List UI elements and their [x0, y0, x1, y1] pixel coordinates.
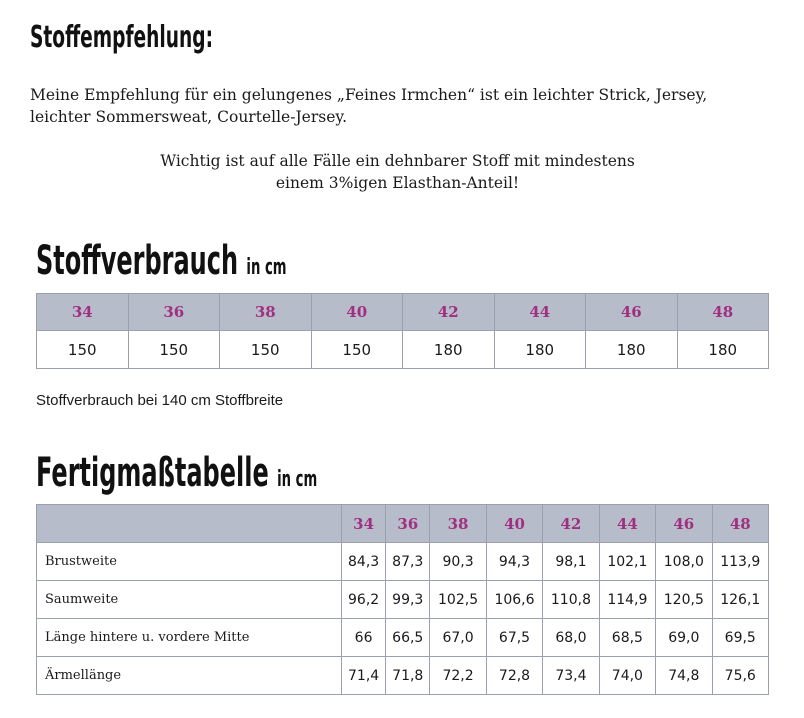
consumption-row — [37, 331, 769, 369]
fabric-recommendation-intro: Meine Empfehlung für ein gelungenes „Feines Irmchen“ ist ein leichter Strick, Jersey, leichter Sommersweat, Courtelle-Jersey. — [30, 86, 708, 126]
size-header-cell: 44 — [599, 505, 655, 543]
consumption-value-cell: 150 — [220, 331, 312, 369]
finished-measurements-heading — [36, 450, 317, 496]
measurement-value-cell: 99,3 — [386, 581, 430, 619]
size-header-row — [37, 294, 769, 331]
measurement-value-cell: 110,8 — [543, 581, 599, 619]
finished-measurements-title: Fertigmaßtabelle — [36, 450, 269, 496]
measurement-value-cell: 71,4 — [342, 657, 386, 695]
size-header-cell: 38 — [430, 505, 486, 543]
measurement-value-cell: 66,5 — [386, 619, 430, 657]
measurement-label: Ärmellänge — [37, 657, 342, 695]
measurement-value-cell: 102,1 — [599, 543, 655, 581]
consumption-value-cell: 180 — [403, 331, 495, 369]
size-header-cell: 42 — [403, 294, 495, 331]
size-header-cell: 38 — [220, 294, 312, 331]
measurement-value-cell: 72,8 — [486, 657, 542, 695]
fabric-consumption-title: Stoffverbrauch — [36, 238, 239, 284]
finished-measurements-unit: in cm — [277, 467, 318, 492]
measurement-row — [37, 581, 769, 619]
measurement-value-cell: 96,2 — [342, 581, 386, 619]
measurement-label: Länge hintere u. vordere Mitte — [37, 619, 342, 657]
measurement-value-cell: 87,3 — [386, 543, 430, 581]
size-header-cell: 40 — [311, 294, 403, 331]
measurement-label: Brustweite — [37, 543, 342, 581]
consumption-value-cell: 180 — [494, 331, 586, 369]
fabric-consumption-heading — [36, 238, 287, 284]
size-header-cell: 44 — [494, 294, 586, 331]
size-header-cell: 34 — [37, 294, 129, 331]
measurement-value-cell: 108,0 — [656, 543, 712, 581]
fabric-consumption-table — [36, 293, 769, 369]
measurement-value-cell: 69,0 — [656, 619, 712, 657]
measurement-value-cell: 120,5 — [656, 581, 712, 619]
consumption-value-cell: 150 — [37, 331, 129, 369]
measurement-value-cell: 68,0 — [543, 619, 599, 657]
size-header-cell: 46 — [586, 294, 678, 331]
measurement-value-cell: 66 — [342, 619, 386, 657]
size-header-cell: 34 — [342, 505, 386, 543]
measurement-value-cell: 98,1 — [543, 543, 599, 581]
measurement-value-cell: 71,8 — [386, 657, 430, 695]
size-header-cell: 36 — [128, 294, 220, 331]
measurement-value-cell: 94,3 — [486, 543, 542, 581]
consumption-value-cell: 150 — [311, 331, 403, 369]
consumption-value-cell: 150 — [128, 331, 220, 369]
measurement-value-cell: 90,3 — [430, 543, 486, 581]
fabric-consumption-unit: in cm — [246, 255, 287, 280]
measurement-header-blank — [37, 505, 342, 543]
fabric-recommendation-heading: Stoffempfehlung: — [30, 20, 214, 55]
size-header-cell: 46 — [656, 505, 712, 543]
measurement-row — [37, 543, 769, 581]
measurement-value-cell: 72,2 — [430, 657, 486, 695]
consumption-value-cell: 180 — [677, 331, 769, 369]
measurement-value-cell: 102,5 — [430, 581, 486, 619]
measurement-value-cell: 74,8 — [656, 657, 712, 695]
elastane-note — [30, 150, 765, 194]
measurement-value-cell: 113,9 — [712, 543, 768, 581]
measurement-value-cell: 68,5 — [599, 619, 655, 657]
measurement-value-cell: 75,6 — [712, 657, 768, 695]
finished-measurements-table — [36, 504, 769, 695]
measurement-value-cell: 67,0 — [430, 619, 486, 657]
size-header-cell: 36 — [386, 505, 430, 543]
consumption-value-cell: 180 — [586, 331, 678, 369]
measurement-row — [37, 619, 769, 657]
elastane-note-line-1: Wichtig ist auf alle Fälle ein dehnbarer Stoff mit mindestens — [160, 152, 635, 170]
measurement-row — [37, 657, 769, 695]
measurement-value-cell: 126,1 — [712, 581, 768, 619]
measurement-value-cell: 67,5 — [486, 619, 542, 657]
measurement-value-cell: 114,9 — [599, 581, 655, 619]
size-header-row — [37, 505, 769, 543]
measurement-value-cell: 69,5 — [712, 619, 768, 657]
measurement-label: Saumweite — [37, 581, 342, 619]
size-header-cell: 40 — [486, 505, 542, 543]
fabric-width-note: Stoffverbrauch bei 140 cm Stoffbreite — [36, 392, 284, 409]
measurement-value-cell: 73,4 — [543, 657, 599, 695]
measurement-value-cell: 84,3 — [342, 543, 386, 581]
measurement-value-cell: 74,0 — [599, 657, 655, 695]
size-header-cell: 48 — [712, 505, 768, 543]
measurement-value-cell: 106,6 — [486, 581, 542, 619]
size-header-cell: 48 — [677, 294, 769, 331]
elastane-note-line-2: einem 3%igen Elasthan-Anteil! — [275, 174, 520, 192]
size-header-cell: 42 — [543, 505, 599, 543]
